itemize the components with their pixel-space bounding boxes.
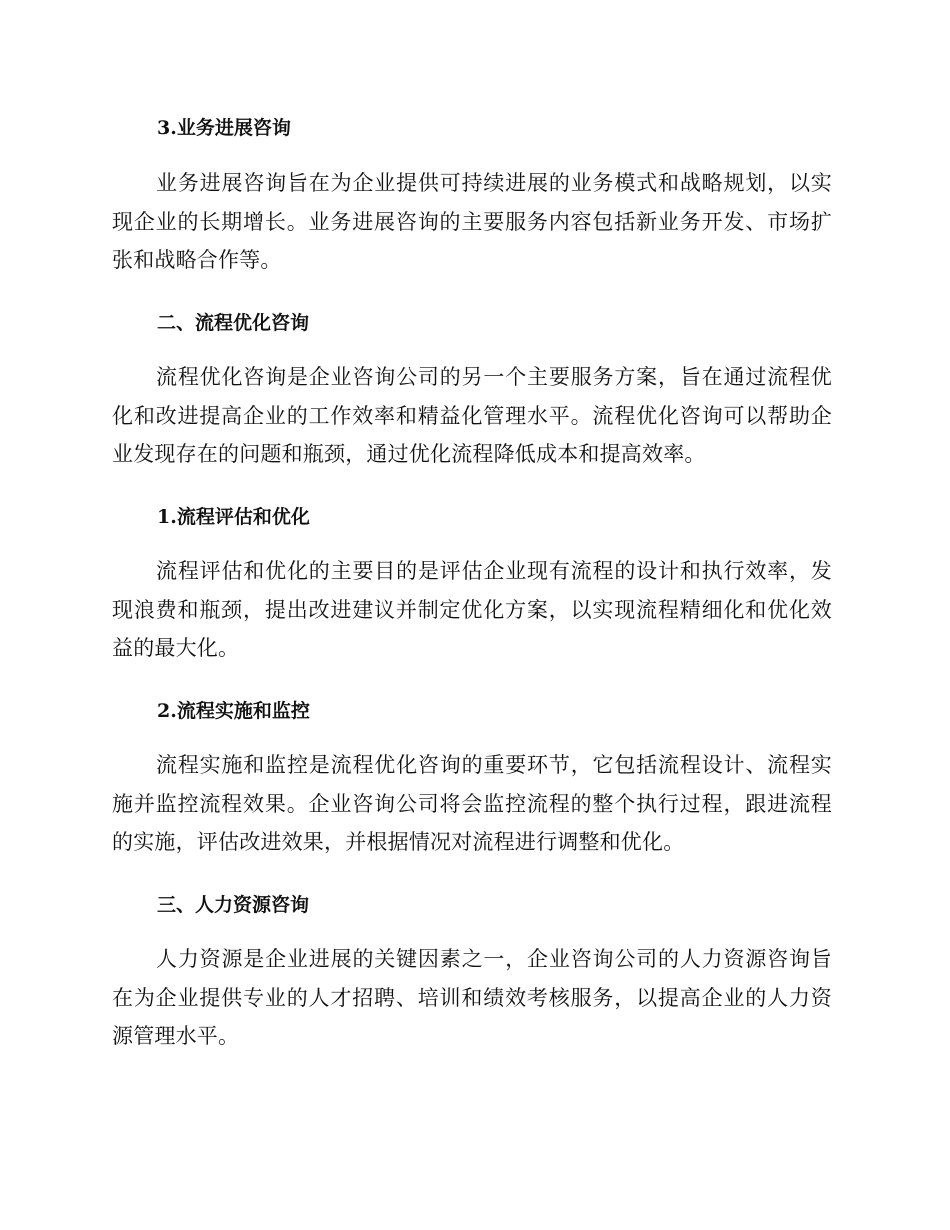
section-heading-human-resources: 三、人力资源咨询: [157, 894, 310, 916]
section-paragraph-business-development: 业务进展咨询旨在为企业提供可持续进展的业务模式和战略规划，以实现企业的长期增长。业务进展咨询的主要服务内容包括新业务开发、市场扩张和战略合作等。: [112, 171, 832, 272]
section-heading-process-implementation: 2.流程实施和监控: [157, 700, 310, 722]
section-heading-process-optimization: 二、流程优化咨询: [157, 312, 310, 334]
section-heading-process-evaluation: 1.流程评估和优化: [157, 506, 310, 528]
section-paragraph-process-implementation: 流程实施和监控是流程优化咨询的重要环节，它包括流程设计、流程实施并监控流程效果。企业咨询公司将会监控流程的整个执行过程，跟进流程的实施，评估改进效果，并根据情况对流程进行调整和优化。: [112, 753, 832, 854]
section-heading-business-development: 3.业务进展咨询: [157, 117, 291, 139]
section-paragraph-process-evaluation: 流程评估和优化的主要目的是评估企业现有流程的设计和执行效率，发现浪费和瓶颈，提出改进建议并制定优化方案，以实现流程精细化和优化效益的最大化。: [112, 559, 832, 660]
section-paragraph-process-optimization: 流程优化咨询是企业咨询公司的另一个主要服务方案，旨在通过流程优化和改进提高企业的工作效率和精益化管理水平。流程优化咨询可以帮助企业发现存在的问题和瓶颈，通过优化流程降低成本和提高效率。: [112, 365, 832, 466]
section-paragraph-human-resources: 人力资源是企业进展的关键因素之一，企业咨询公司的人力资源咨询旨在为企业提供专业的人才招聘、培训和绩效考核服务，以提高企业的人力资源管理水平。: [112, 947, 832, 1048]
